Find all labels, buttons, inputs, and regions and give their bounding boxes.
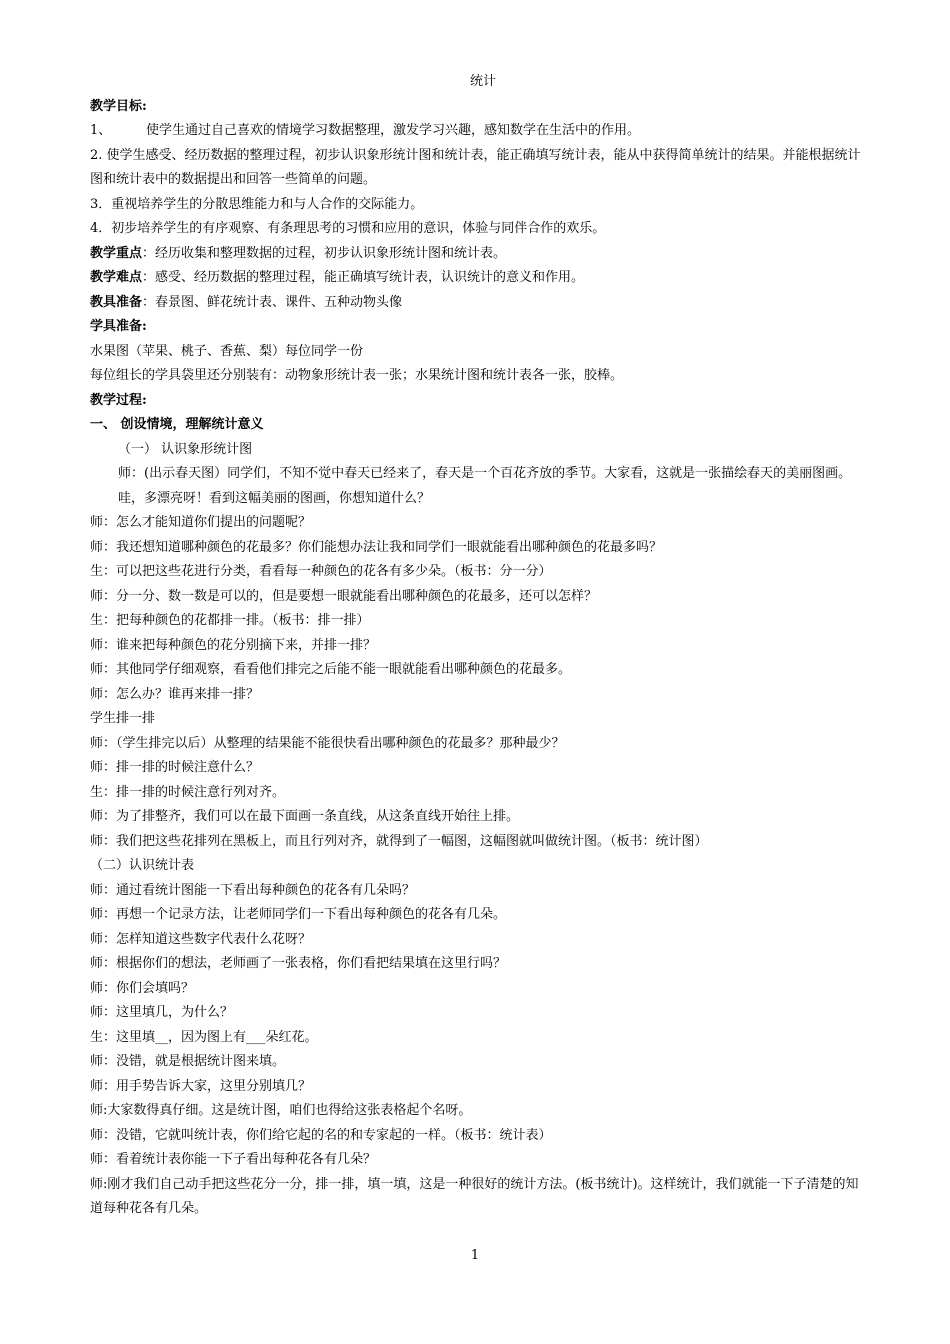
key-points — [90, 242, 870, 267]
dialogue-line: 师：没错，就是根据统计图来填。 — [90, 1054, 286, 1069]
dialogue-line: 师:大家数得真仔细。这是统计图，咱们也得给这张表格起个名呀。 — [90, 1103, 472, 1118]
dialogue-line: 师：怎样知道这些数字代表什么花呀？ — [90, 931, 312, 947]
dialogue-line: 师：(出示春天图）同学们，不知不觉中春天已经来了，春天是一个百花齐放的季节。大家看，这就是一张描绘春天的美丽图画。哇，多漂亮呀！看到这幅美丽的图画，你想知道什么？ — [118, 466, 852, 506]
dialogue-line: 师：这里填几，为什么？ — [90, 1005, 234, 1020]
objective-1-number: 1、 — [90, 123, 112, 138]
objective-2: 2. 使学生感受、经历数据的整理过程，初步认识象形统计图和统计表，能正确填写统计表，能从中获得简单统计的结果。并能根据统计图和统计表中的数据提出和回答一些简单的问题。 — [90, 147, 861, 187]
key-points-text: ：经历收集和整理数据的过程，初步认识象形统计图和统计表。 — [142, 245, 507, 261]
dialogue-line: 师：再想一个记录方法，让老师同学们一下看出每种颜色的花各有几朵。 — [90, 907, 507, 922]
dialogue-line: 师：通过看统计图能一下看出每种颜色的花各有几朵吗？ — [90, 882, 416, 898]
objective-3: 3．重视培养学生的分散思维能力和与人合作的交际能力。 — [90, 196, 424, 212]
dialogue-line: 生：排一排的时候注意行列对齐。 — [90, 784, 286, 800]
dialogue-line: 生：这里填__，因为图上有___朵红花。 — [90, 1029, 318, 1045]
dialogue-line: 师：怎么办？谁再来排一排？ — [90, 686, 260, 702]
dialogue-part-2 — [90, 879, 870, 1222]
dialogue-line: 师：用手势告诉大家，这里分别填几？ — [90, 1078, 312, 1094]
dialogue-line: 师：怎么才能知道你们提出的问题呢？ — [90, 515, 312, 530]
objective-1 — [90, 119, 870, 144]
dialogue-line: 师：根据你们的想法，老师画了一张表格，你们看把结果填在这里行吗？ — [90, 956, 507, 971]
document-page — [90, 70, 870, 1222]
difficult-points-label: 教学难点 — [90, 270, 143, 285]
dialogue-line: 师：我还想知道哪种颜色的花最多？你们能想办法让我和同学们一眼就能看出哪种颜色的花最多吗？ — [90, 539, 663, 555]
dialogue-line: 师：（学生排完以后）从整理的结果能不能很快看出哪种颜色的花最多？那种最少？ — [90, 735, 565, 751]
section-heading-1: 一、 创设情境，理解统计意义 — [90, 417, 264, 432]
dialogue-line: 生：可以把这些花进行分类，看看每一种颜色的花各有多少朵。（板书：分一分） — [90, 564, 552, 579]
document-title: 统计 — [469, 74, 496, 89]
dialogue-line: 生：把每种颜色的花都排一排。（板书：排一排） — [90, 613, 370, 628]
dialogue-line: 师：分一分、数一数是可以的，但是要想一眼就能看出哪种颜色的花最多，还可以怎样？ — [90, 588, 598, 604]
dialogue-line: 师：谁来把每种颜色的花分别摘下来，并排一排？ — [90, 637, 377, 653]
key-points-label: 教学重点 — [90, 245, 143, 261]
dialogue-line: 师：其他同学仔细观察，看看他们排完之后能不能一眼就能看出哪种颜色的花最多。 — [90, 662, 572, 677]
dialogue-line: 师:刚才我们自己动手把这些花分一分，排一排，填一填，这是一种很好的统计方法。(板书统计)。这样统计，我们就能一下子清楚的知道每种花各有几朵。 — [90, 1176, 859, 1216]
teacher-prep-text: ：春景图、鲜花统计表、课件、五种动物头像 — [142, 294, 403, 310]
dialogue-line: 师：排一排的时候注意什么？ — [90, 760, 260, 775]
subsection-heading-1: （一） 认识象形统计图 — [118, 441, 253, 457]
dialogue-part-1 — [90, 462, 870, 854]
objective-4: 4．初步培养学生的有序观察、有条理思考的习惯和应用的意识，体验与同伴合作的欢乐。 — [90, 221, 606, 236]
dialogue-line: 师：没错，它就叫统计表，你们给它起的名的和专家起的一样。（板书：统计表） — [90, 1127, 552, 1143]
student-prep-item-1: 水果图（苹果、桃子、香蕉、梨）每位同学一份 — [90, 343, 364, 359]
student-prep-item-2: 每位组长的学具袋里还分别装有：动物象形统计表一张；水果统计图和统计表各一张，胶棒。 — [90, 368, 624, 383]
student-prep-heading: 学具准备: — [90, 319, 147, 334]
page-number: 1 — [470, 1248, 480, 1263]
dialogue-line: 学生排一排 — [90, 711, 156, 726]
difficult-points-text: ：感受、经历数据的整理过程，能正确填写统计表，认识统计的意义和作用。 — [142, 270, 585, 285]
teacher-prep — [90, 291, 870, 316]
dialogue-line: 师：看着统计表你能一下子看出每种花各有几朵？ — [90, 1152, 377, 1167]
objectives-heading: 教学目标: — [90, 98, 147, 114]
process-heading: 教学过程: — [90, 392, 147, 408]
dialogue-line: 师：为了排整齐，我们可以在最下面画一条直线，从这条直线开始往上排。 — [90, 809, 520, 824]
objective-1-text: 使学生通过自己喜欢的情境学习数据整理，激发学习兴趣，感知数学在生活中的作用。 — [146, 123, 641, 138]
subsection-heading-2: （二）认识统计表 — [90, 858, 195, 873]
dialogue-line: 师：你们会填吗？ — [90, 980, 195, 996]
difficult-points — [90, 266, 870, 291]
dialogue-line: 师：我们把这些花排列在黑板上，而且行列对齐，就得到了一幅图，这幅图就叫做统计图。（板书：统计图） — [90, 833, 708, 849]
teacher-prep-label: 教具准备 — [90, 294, 143, 310]
